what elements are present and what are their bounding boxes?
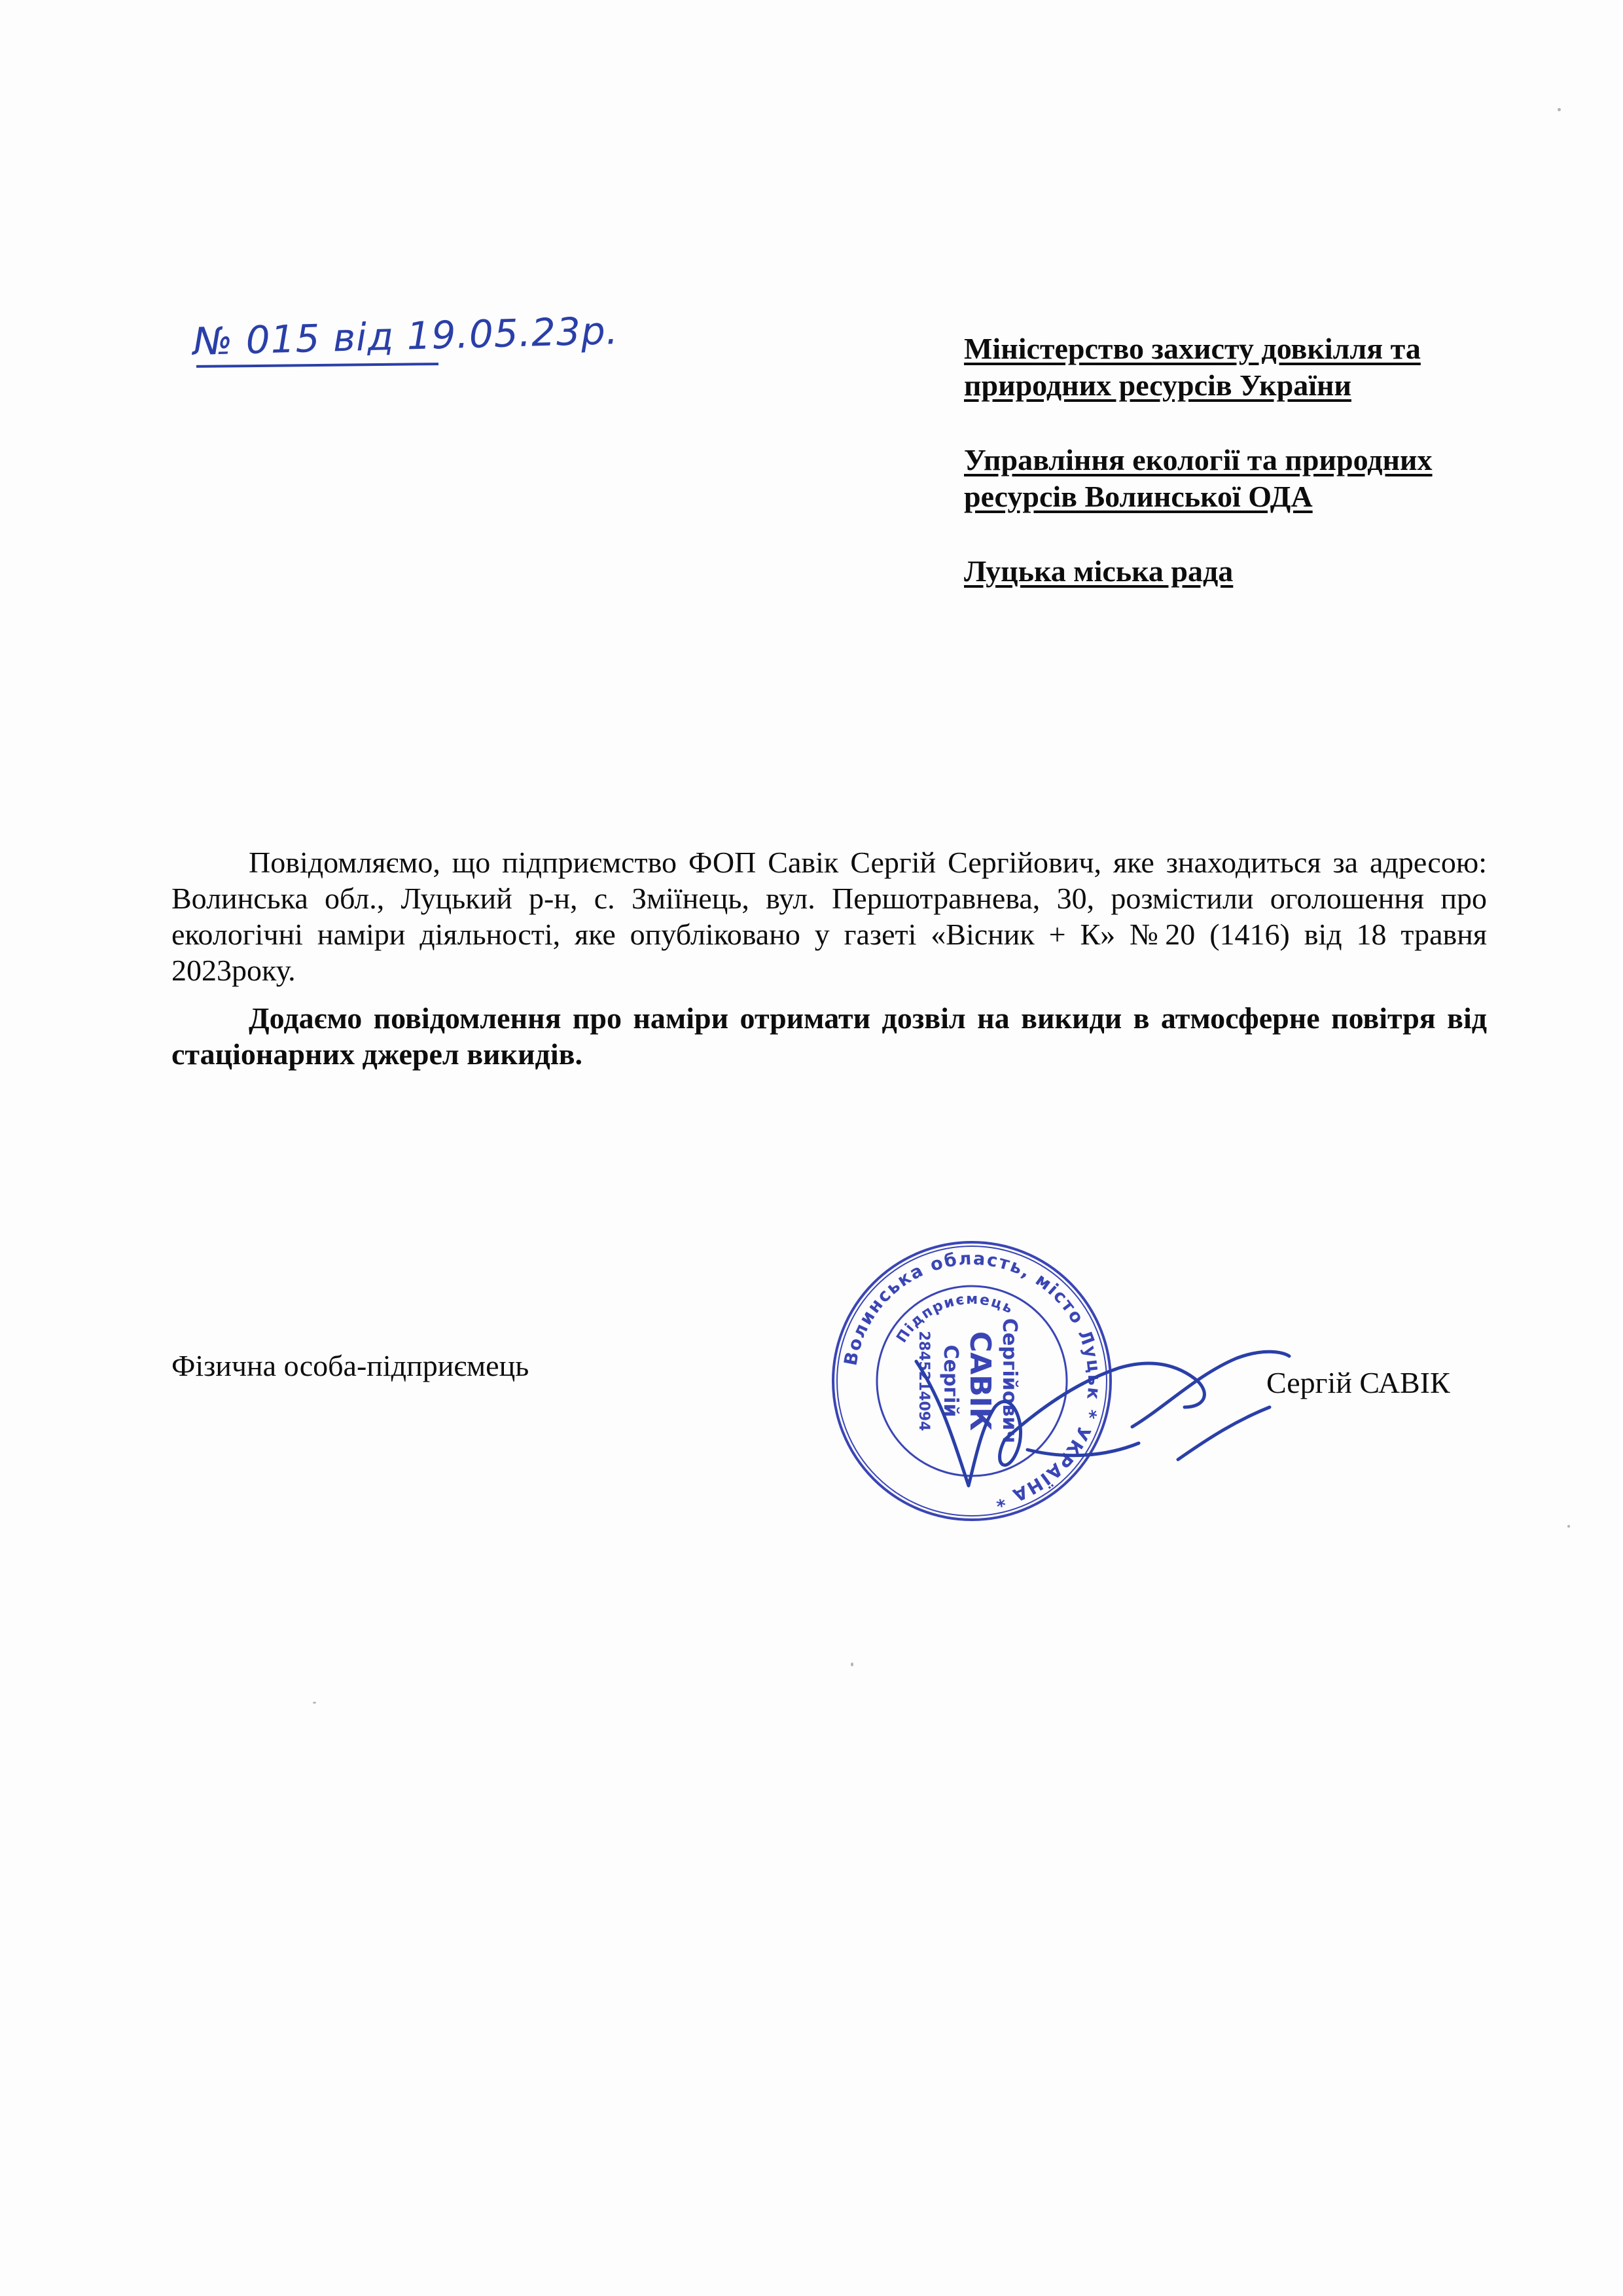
outgoing-number-underline [196, 363, 438, 368]
handwritten-signature [870, 1309, 1302, 1505]
notice-paragraph: Повідомляємо, що підприємство ФОП Савік Сергій Сергійович, яке знаходиться за адресою: Волинська обл., Луцький р-н, с. Зміїнець, вул. Першотравнева, 30, розмістили оголошення про екологічні наміри діяльності, яке опубліковано у газеті «Вісник + К» №20 (1416) від 18 травня 2023року. [171, 846, 1487, 987]
stamp-inner-text: Підприємець [893, 1291, 1017, 1346]
stamp-patronymic: Сергійович [998, 1318, 1021, 1444]
stamp-surname: САВІК [963, 1331, 997, 1431]
addressee-ministry: Міністерство захисту довкілля та природних ресурсів України [964, 332, 1421, 402]
scan-speck [1567, 1525, 1570, 1528]
outgoing-number: № 015 від 19.05.23р. [192, 308, 619, 364]
scan-speck [851, 1662, 853, 1666]
stamp-first-name: Сергій [939, 1344, 962, 1418]
scan-speck [313, 1702, 316, 1704]
signer-role: Фізична особа-підприємець [171, 1349, 529, 1382]
addressee-block [964, 331, 1527, 628]
attachment-paragraph: Додаємо повідомлення про наміри отримати дозвіл на викиди в атмосферне повітря від стаціонарних джерел викидів. [171, 1001, 1487, 1071]
scan-speck [1558, 108, 1561, 111]
addressee-regional-ecology-dept: Управління екології та природних ресурсів Волинської ОДА [964, 443, 1433, 513]
letter-body [171, 844, 1487, 1084]
signer-name: Сергій САВІК [1266, 1366, 1450, 1399]
stamp-outer-text: Волинська область, місто Луцьк * УКРАЇНА * [840, 1248, 1105, 1511]
addressee-city-council: Луцька міська рада [964, 554, 1234, 588]
stamp-code: 2845214094 [916, 1331, 932, 1431]
